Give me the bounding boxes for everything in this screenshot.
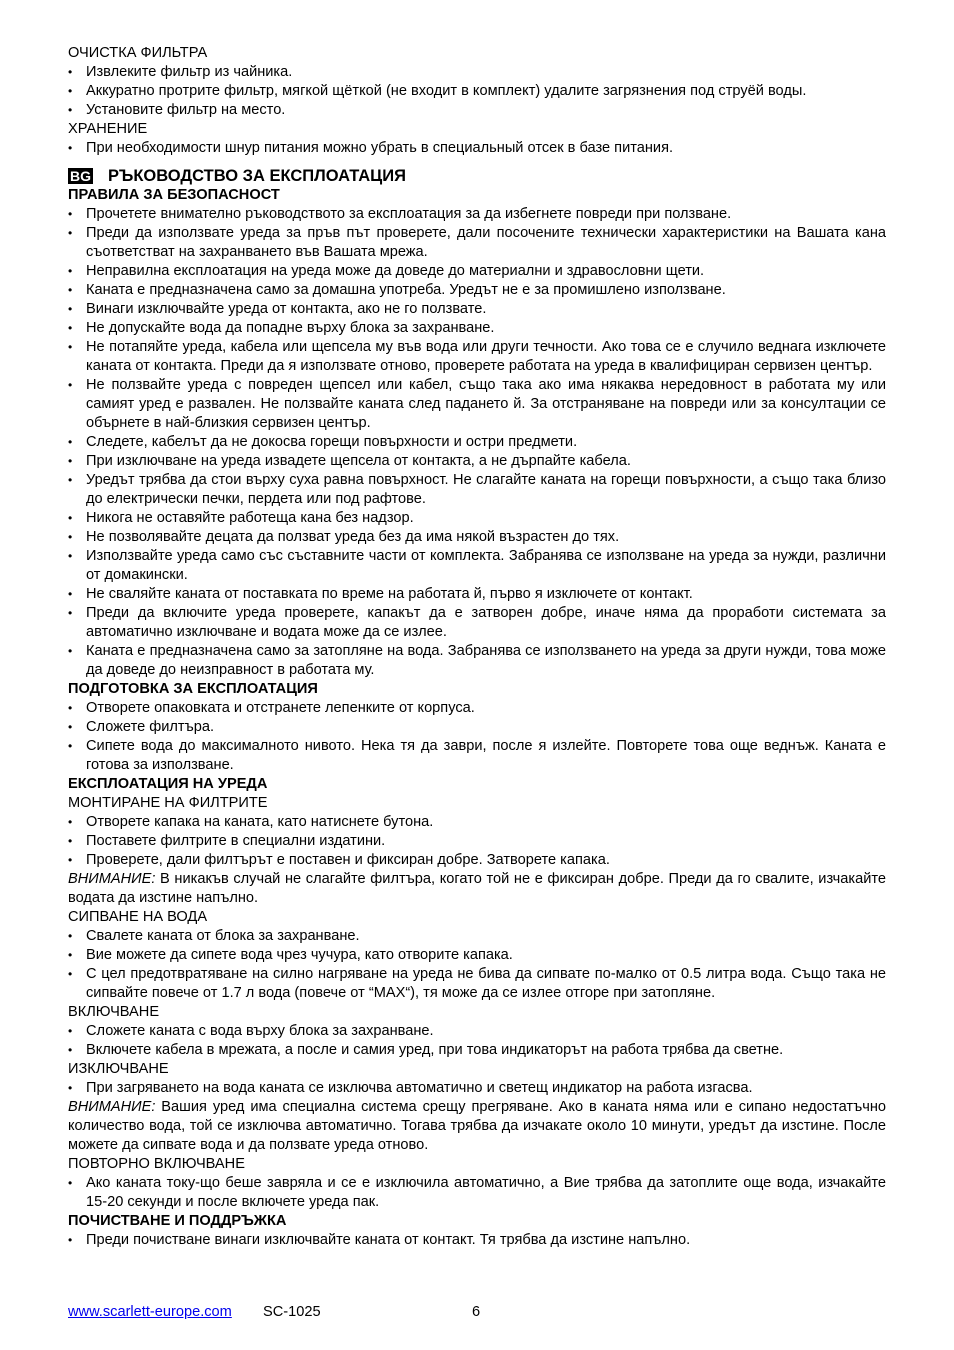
list-item: • Не ползвайте уреда с повреден щепсел или кабел, също така ако има някаква нередовност в работата му или самият уред е развален. Не ползвайте каната след падането й. За отстраняване на повреди или за консултации се обърнете в най-близкия сервизен център. [68,376,886,433]
mount-heading: МОНТИРАНЕ НА ФИЛТРИТЕ [68,795,268,811]
list-item: • Никога не оставяйте работеща кана без надзор. [68,509,886,528]
model-number: SC-1025 [263,1304,321,1320]
list-item: • При загряването на вода каната се изключва автоматично и светещ индикатор на работа изгасва. [68,1079,886,1098]
list-item: • Не допускайте вода да попадне върху блока за захранване. [68,319,886,338]
restart-list [68,1174,886,1212]
warning-label: ВНИМАНИЕ: [68,871,156,887]
list-item: • Прочетете внимателно ръководството за експлоатация за да избегнете повреди при ползване. [68,205,886,224]
list-item: • Отворете опаковката и отстранете лепенките от корпуса. [68,699,886,718]
off-heading: ИЗКЛЮЧВАНЕ [68,1061,169,1077]
list-item: • Не сваляйте каната от поставката по време на работата й, първо я изключете от контакт. [68,585,886,604]
on-list [68,1022,886,1060]
list-item: • Отворете капака на каната, като натиснете бутона. [68,813,886,832]
list-item: • Каната е предназначена само за затопляне на вода. Забранява се използването на уреда за други нужди, това може да доведе до неизправност в работата му. [68,642,886,680]
manual-page [68,44,886,1250]
storage-heading: ХРАНЕНИЕ [68,121,148,137]
page-number: 6 [472,1304,481,1320]
section-title: РЪКОВОДСТВО ЗА ЕКСПЛОАТАЦИЯ [108,167,406,185]
mount-warning [68,870,886,908]
list-item: • Поставете филтрите в специални издатини. [68,832,886,851]
list-item: • Извлеките фильтр из чайника. [68,63,886,82]
list-item: • Сложете каната с вода върху блока за захранване. [68,1022,886,1041]
list-item: • Преди да използвате уреда за пръв път проверете, дали посочените технически характеристики на Вашата кана съответстват на захранването във Вашата мрежа. [68,224,886,262]
restart-heading: ПОВТОРНО ВКЛЮЧВАНЕ [68,1156,245,1172]
list-item: • Преди да включите уреда проверете, капакът да е затворен добре, иначе няма да проработи системата за автоматично изключване и водата може да се излее. [68,604,886,642]
website-link[interactable]: www.scarlett-europe.com [68,1304,232,1320]
bg-section-title [68,166,886,186]
filter-list [68,63,886,120]
warning-text: В никакъв случай не слагайте филтъра, когато той не е фиксиран добре. Преди да го свалите, изчакайте водата да изстине напълно. [68,871,886,906]
list-item: • Аккуратно протрите фильтр, мягкой щёткой (не входит в комплект) удалите загрязнения под струёй воды. [68,82,886,101]
list-item: • Преди почистване винаги изключвайте каната от контакт. Тя трябва да изстине напълно. [68,1231,886,1250]
off-warning [68,1098,886,1155]
list-item: • При изключване на уреда извадете щепсела от контакта, а не дърпайте кабела. [68,452,886,471]
warning-text: Вашия уред има специална система срещу прегряване. Ако в каната няма или е сипано недостатъчно количество вода, той се изключва автоматично. Тогава трябва да изчакате около 10 минути, уредът да изстине. После можете да сипвате вода и да ползвате уреда отново. [68,1099,886,1153]
storage-list [68,139,886,158]
list-item: • Уредът трябва да стои върху суха равна повърхност. Не слагайте каната на горещи повърхности, а също така близо до електрически печки, пердета или под рафтове. [68,471,886,509]
clean-heading: ПОЧИСТВАНЕ И ПОДДРЪЖКА [68,1213,287,1229]
safety-list [68,205,886,680]
warning-label: ВНИМАНИЕ: [68,1099,156,1115]
list-item: • Сложете филтъра. [68,718,886,737]
on-heading: ВКЛЮЧВАНЕ [68,1004,160,1020]
list-item: • Сипете вода до максималното нивото. Нека тя да заври, после я излейте. Повторете това още веднъж. Каната е готова за използване. [68,737,886,775]
list-item: • Използвайте уреда само със съставните части от комплекта. Забранява се използване на уреда за нужди, различни от домакински. [68,547,886,585]
off-list [68,1079,886,1098]
list-item: • Свалете каната от блока за захранване. [68,927,886,946]
list-item: • Установите фильтр на место. [68,101,886,120]
safety-heading: ПРАВИЛА ЗА БЕЗОПАСНОСТ [68,187,280,203]
operation-heading: ЕКСПЛОАТАЦИЯ НА УРЕДА [68,776,268,792]
list-item: • Неправилна експлоатация на уреда може да доведе до материални и здравословни щети. [68,262,886,281]
list-item: • Винаги изключвайте уреда от контакта, ако не го ползвате. [68,300,886,319]
list-item: • При необходимости шнур питания можно убрать в специальный отсек в базе питания. [68,139,886,158]
prep-list [68,699,886,775]
prep-heading: ПОДГОТОВКА ЗА ЕКСПЛОАТАЦИЯ [68,681,318,697]
clean-list [68,1231,886,1250]
list-item: • Не позволявайте децата да ползват уреда без да има някой възрастен до тях. [68,528,886,547]
list-item: • Ако каната току-що беше завряла и се е изключила автоматично, а Вие трябва да затоплите още вода, изчакайте 15-20 секунди и после включете уреда пак. [68,1174,886,1212]
page-footer [68,1303,886,1322]
pour-heading: СИПВАНЕ НА ВОДА [68,909,208,925]
filter-heading: ОЧИСТКА ФИЛЬТРА [68,45,208,61]
language-badge: BG [70,168,91,184]
list-item: • Проверете, дали филтърът е поставен и фиксиран добре. Затворете капака. [68,851,886,870]
pour-list [68,927,886,1003]
list-item: • Не потапяйте уреда, кабела или щепсела му във вода или други течности. Ако това се е случило веднага изключете каната от контакта. Преди да я използвате отново, проверете работата на уреда в квалифициран сервизен център. [68,338,886,376]
list-item: • Следете, кабелът да не докосва горещи повърхности и остри предмети. [68,433,886,452]
list-item: • С цел предотвратяване на силно нагряване на уреда не бива да сипвате по-малко от 0.5 литра вода. Също така не сипвайте повече от 1.7 л вода (повече от “MAX“), тя може да се излее отгоре при затопляне. [68,965,886,1003]
mount-list [68,813,886,870]
list-item: • Включете кабела в мрежата, а после и самия уред, при това индикаторът на работа трябва да светне. [68,1041,886,1060]
list-item: • Каната е предназначена само за домашна употреба. Уредът не е за промишлено използване. [68,281,886,300]
list-item: • Вие можете да сипете вода чрез чучура, като отворите капака. [68,946,886,965]
